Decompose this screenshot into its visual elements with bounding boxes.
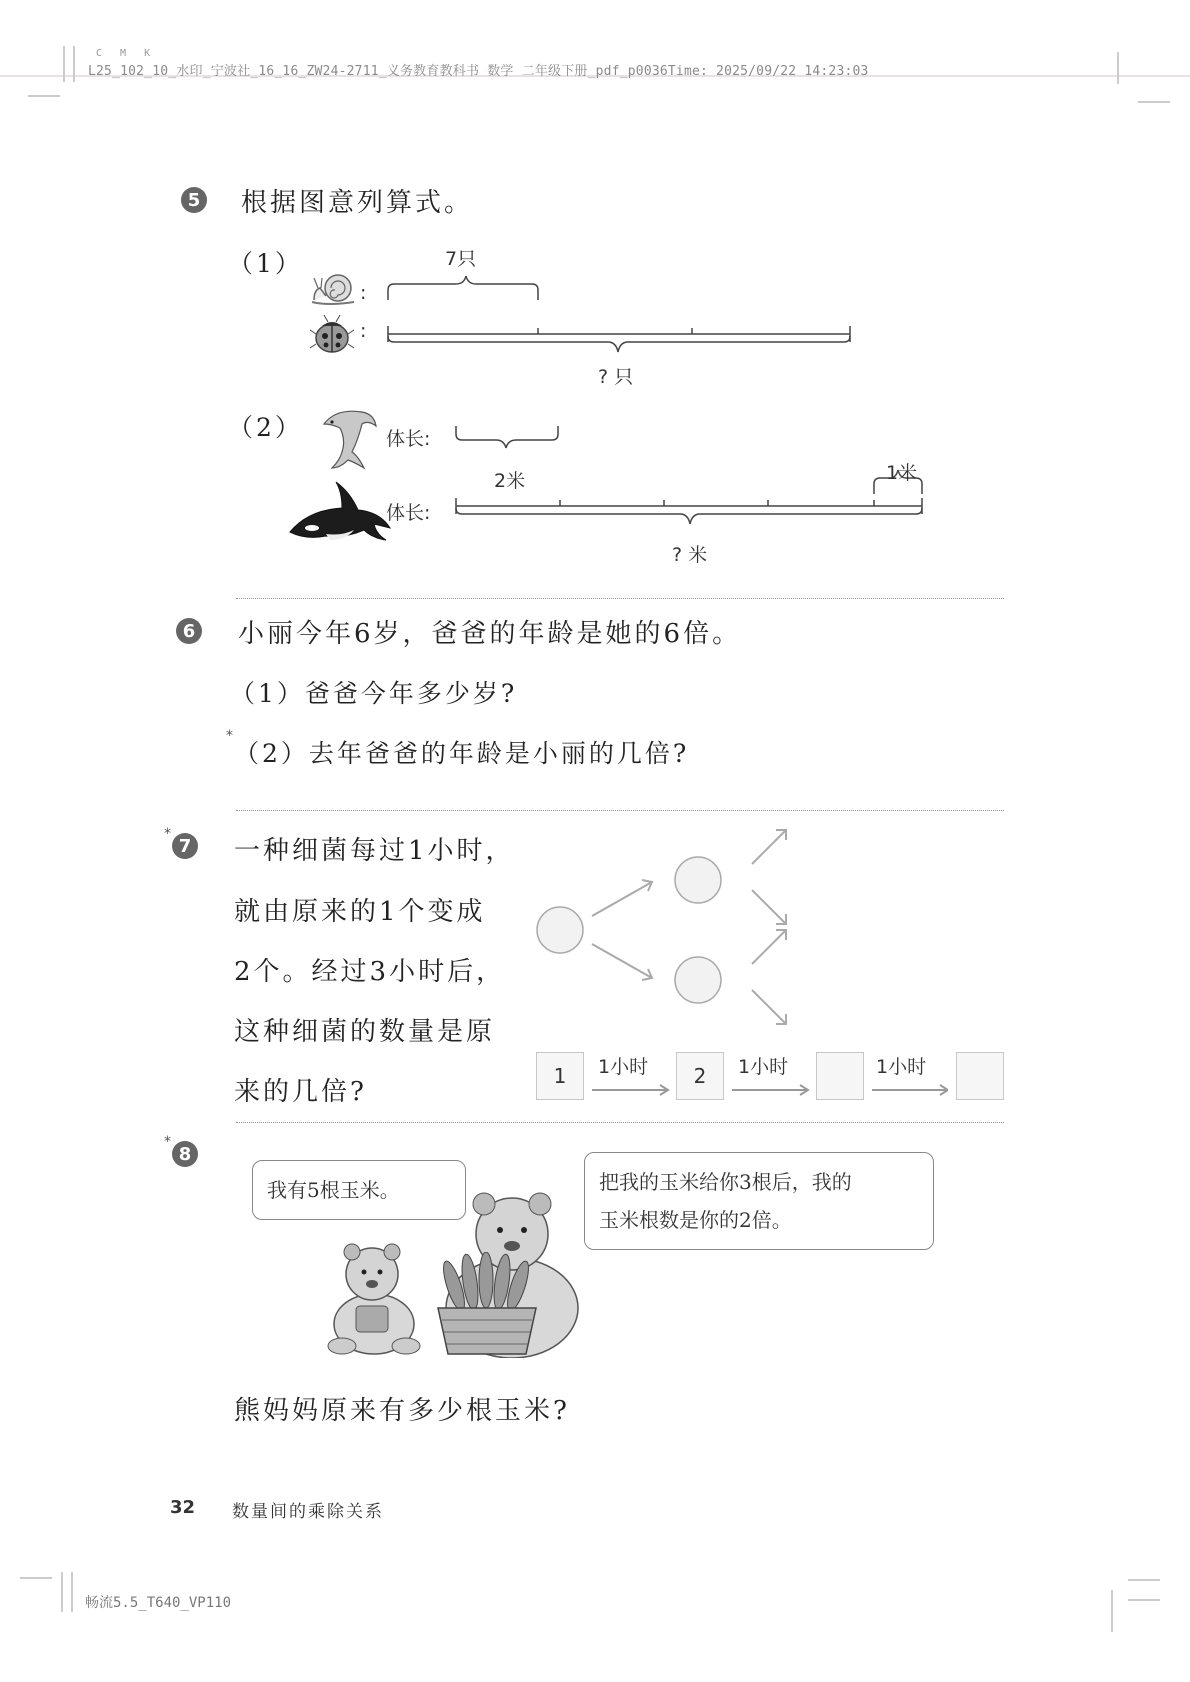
speech-bubble-cub-text: 我有5根玉米。 <box>267 1178 400 1202</box>
arrow-label-3: 1小时 <box>876 1056 927 1078</box>
speech-bubble-mother-line1: 把我的玉米给你3根后，我的 <box>599 1170 852 1194</box>
corn-basket-icon <box>434 1252 540 1360</box>
print-footer-strip: 畅流5.5_T640_VP110 <box>85 1595 232 1611</box>
sub-question-label: （1） <box>228 249 303 278</box>
speech-bubble-mother-line2: 玉米根数是你的2倍。 <box>599 1208 792 1232</box>
count-box-1: 1 <box>536 1052 584 1100</box>
question-line-2: 就由原来的1个变成 <box>234 897 486 927</box>
body-length-label-orca: 体长: <box>386 502 431 524</box>
sub-question-label: （2） <box>228 413 303 442</box>
optional-star: * <box>164 1134 171 1150</box>
question-line-3: 2个。经过3小时后， <box>234 957 506 987</box>
optional-star: * <box>164 826 171 842</box>
orca-icon <box>286 474 392 544</box>
speech-bubble-mother <box>584 1152 934 1250</box>
snail-ladybug-bar-diagram <box>380 262 860 362</box>
print-header-strip: L25_102_10_水印_宁波社_16_16_ZW24-2711_义务教育教科书 数学 二年级下册_pdf_p0036Time: 2025/09/22 14:23:03 <box>88 64 869 79</box>
question-line-4: 这种细菌的数量是原 <box>234 1017 496 1047</box>
extra-length-label: 1米 <box>886 462 918 484</box>
page-number: 32 <box>170 1497 196 1518</box>
bacteria-division-diagram <box>530 820 810 1050</box>
arrow-label-1: 1小时 <box>598 1056 649 1078</box>
question-line-5: 来的几倍? <box>234 1077 367 1107</box>
question-number-badge: 8 <box>172 1141 198 1167</box>
question-number-badge: 7 <box>172 833 198 859</box>
arrow-label-2: 1小时 <box>738 1056 789 1078</box>
question-line-1: 一种细菌每过1小时， <box>234 836 515 866</box>
top-brace-label: 7只 <box>445 248 477 270</box>
section-divider <box>236 598 1004 599</box>
colon: : <box>360 320 367 342</box>
question-title: 根据图意列算式。 <box>241 188 474 218</box>
snail-icon <box>308 266 360 308</box>
section-divider <box>236 1122 1004 1123</box>
orca-length-label: ? 米 <box>672 544 708 566</box>
dolphin-length-label: 2米 <box>494 470 526 492</box>
question-number-badge: 6 <box>176 618 202 644</box>
count-box-4[interactable] <box>956 1052 1004 1100</box>
section-divider <box>236 810 1004 811</box>
question-text: 熊妈妈原来有多少根玉米? <box>234 1396 570 1426</box>
sub-question-1: （1）爸爸今年多少岁? <box>230 679 518 708</box>
count-box-2: 2 <box>676 1052 724 1100</box>
bottom-brace-label: ? 只 <box>598 366 634 388</box>
section-title: 数量间的乘除关系 <box>232 1502 384 1522</box>
body-length-label-dolphin: 体长: <box>386 428 431 450</box>
ladybug-icon <box>308 312 356 356</box>
question-number-badge: 5 <box>181 187 207 213</box>
dolphin-icon <box>318 402 380 474</box>
sub-question-2: （2）去年爸爸的年龄是小丽的几倍? <box>234 739 690 768</box>
optional-star: * <box>226 728 233 744</box>
colon: : <box>360 282 367 304</box>
question-text: 小丽今年6岁，爸爸的年龄是她的6倍。 <box>238 619 742 649</box>
time-arrows <box>588 1082 948 1098</box>
print-cmk: C M K <box>96 48 157 59</box>
bear-cub-icon <box>322 1236 428 1356</box>
